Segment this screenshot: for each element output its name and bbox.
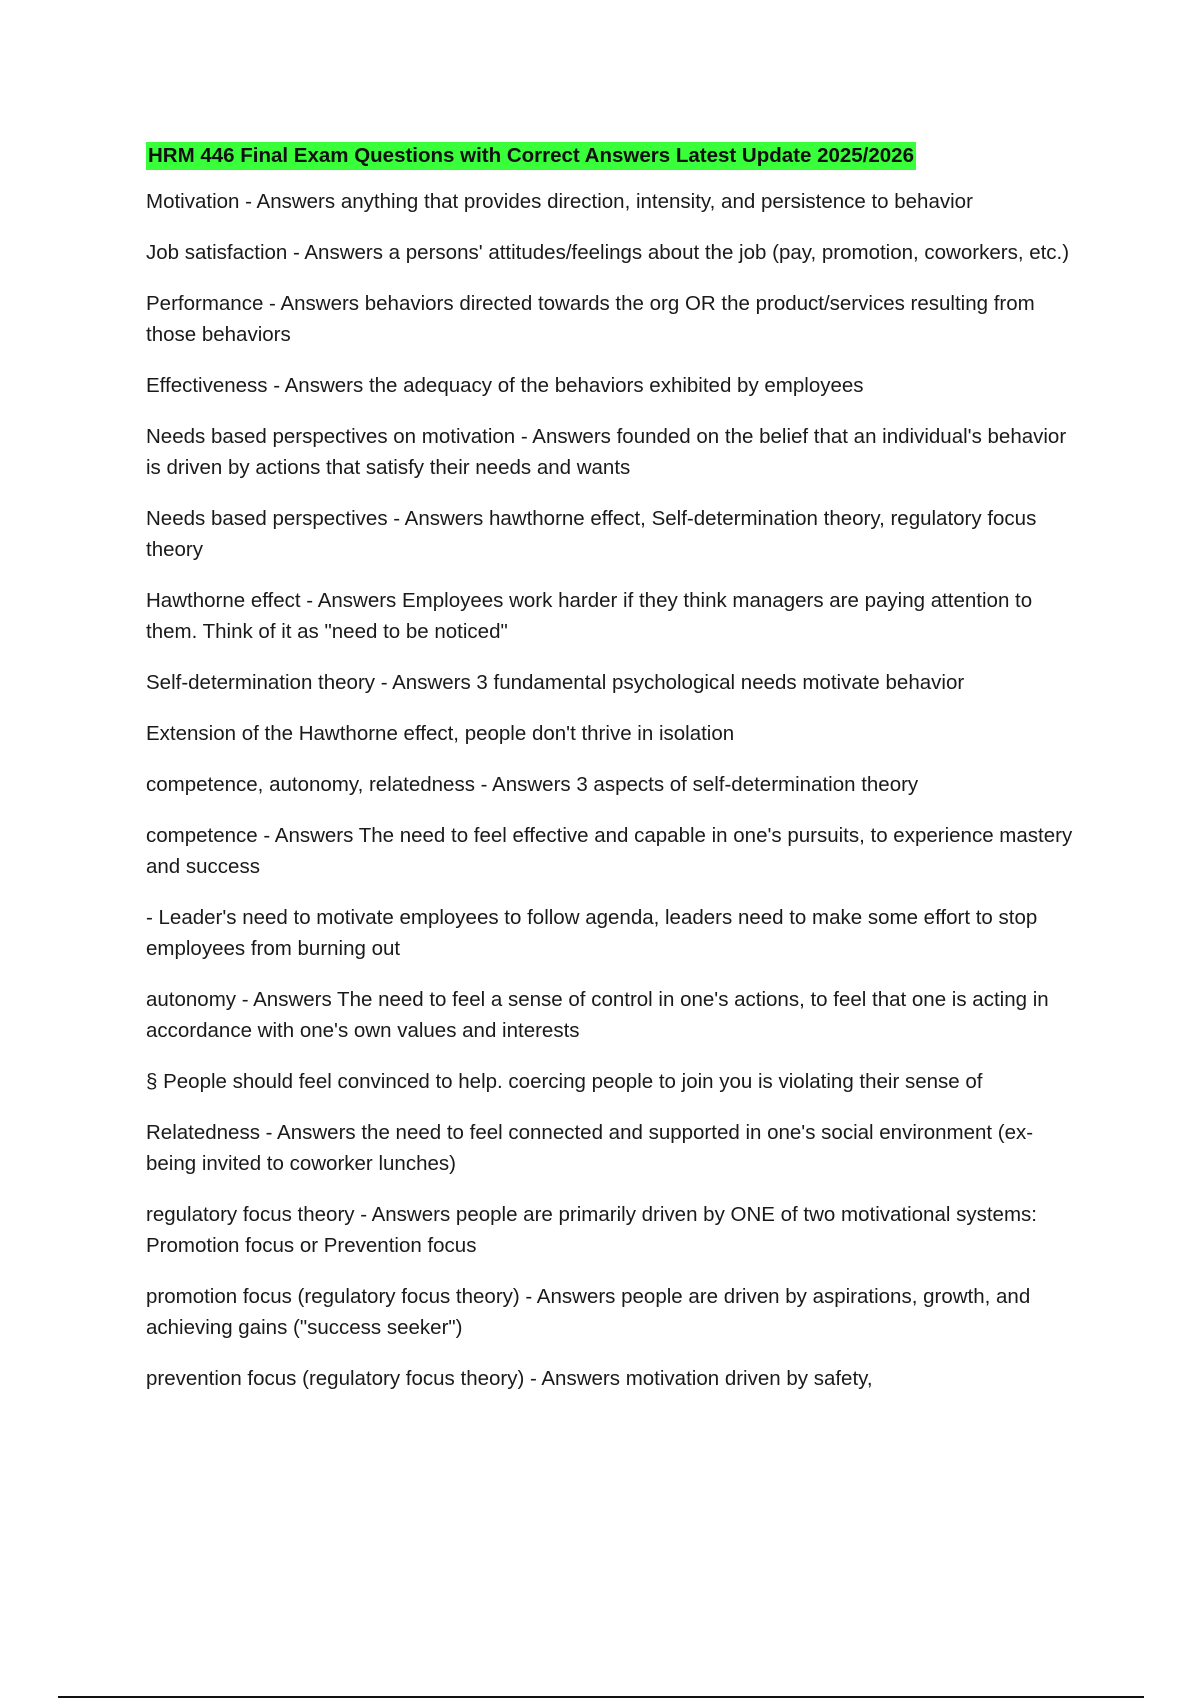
bottom-divider — [58, 1696, 1144, 1698]
entry-hawthorne-extension: Extension of the Hawthorne effect, people don't thrive in isolation — [146, 722, 735, 745]
entry-motivation: Motivation - Answers anything that provides direction, intensity, and persistence to behavior — [146, 190, 973, 213]
entry-hawthorne-effect: Hawthorne effect - Answers Employees work harder if they think managers are paying attention to them. Think of it as "need to be noticed" — [146, 589, 1033, 643]
entry-competence: competence - Answers The need to feel effective and capable in one's pursuits, to experience mastery and success — [146, 824, 1073, 878]
entry-needs-based-perspectives-motivation: Needs based perspectives on motivation - Answers founded on the belief that an individual's behavior is driven by actions that satisfy their needs and wants — [146, 425, 1067, 479]
entry-leader-need: - Leader's need to motivate employees to follow agenda, leaders need to make some effort to stop employees from burning out — [146, 906, 1038, 960]
entry-performance: Performance - Answers behaviors directed towards the org OR the product/services resulting from those behaviors — [146, 292, 1035, 346]
entry-regulatory-focus-theory: regulatory focus theory - Answers people are primarily driven by ONE of two motivational systems: Promotion focus or Prevention focus — [146, 1203, 1037, 1257]
entry-autonomy: autonomy - Answers The need to feel a sense of control in one's actions, to feel that one is acting in accordance with one's own values and interests — [146, 988, 1049, 1042]
document-title: HRM 446 Final Exam Questions with Correct Answers Latest Update 2025/2026 — [146, 142, 916, 170]
entry-needs-based-perspectives: Needs based perspectives - Answers hawthorne effect, Self-determination theory, regulatory focus theory — [146, 507, 1037, 561]
entry-promotion-focus: promotion focus (regulatory focus theory) - Answers people are driven by aspirations, growth, and achieving gains ("success seeker") — [146, 1285, 1031, 1339]
entry-effectiveness: Effectiveness - Answers the adequacy of the behaviors exhibited by employees — [146, 374, 864, 397]
entry-sdt-aspects: competence, autonomy, relatedness - Answers 3 aspects of self-determination theory — [146, 773, 919, 796]
entry-relatedness: Relatedness - Answers the need to feel connected and supported in one's social environment (ex- being invited to coworker lunches) — [146, 1121, 1034, 1175]
entry-job-satisfaction: Job satisfaction - Answers a persons' attitudes/feelings about the job (pay, promotion, coworkers, etc.) — [146, 241, 1070, 264]
document-page — [146, 142, 1086, 1414]
entry-self-determination-theory: Self-determination theory - Answers 3 fundamental psychological needs motivate behavior — [146, 671, 965, 694]
entry-convinced-to-help: § People should feel convinced to help. coercing people to join you is violating their sense of — [146, 1070, 983, 1093]
entry-prevention-focus: prevention focus (regulatory focus theory) - Answers motivation driven by safety, — [146, 1367, 873, 1390]
